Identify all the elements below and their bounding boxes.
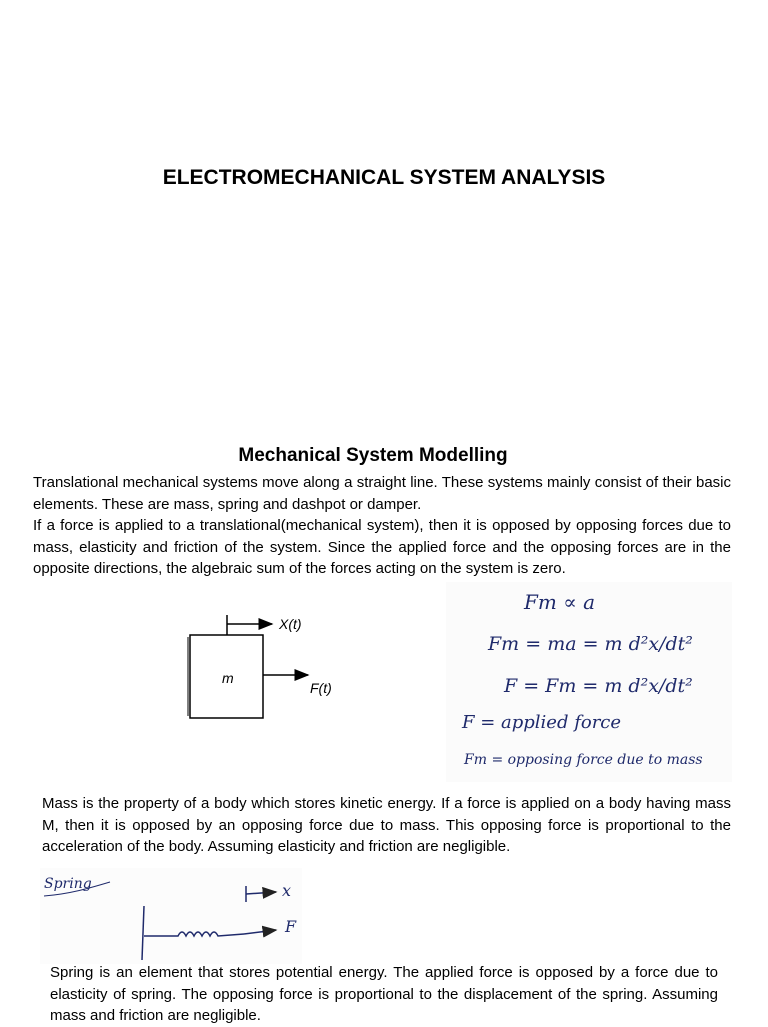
spring-force-label: F [285,917,297,936]
intro-text-1: Translational mechanical systems move along a straight line. These systems mainly consist of their basic elements. These are mass, spring and dashpot or damper. [33,474,731,513]
notes-line-2: Fm = ma = m d²x/dt² [488,633,693,655]
notes-line-4: F = applied force [462,712,622,733]
notes-line-3: F = Fm = m d²x/dt² [504,675,693,697]
force-arrow-spring [244,930,276,934]
notes-line-5: Fm = opposing force due to mass [464,752,703,768]
notes-line-1: Fm ∝ a [524,590,596,614]
displacement-label: X(t) [279,616,302,632]
section-title: Mechanical System Modelling [238,445,508,466]
wall-line [142,906,144,960]
spring-displacement-label: x [282,881,292,900]
intro-text-2: If a force is applied to a translational(mechanical system), then it is opposed by opposing forces due to mass, elasticity and friction of the system. Since the applied force and the opposing forces are in the opposite directions, the algebraic sum of the forces acting on the system is zero. [33,517,731,577]
spring-paragraph: Spring is an element that stores potential energy. The applied force is opposed by a force due to elasticity of spring. The opposing force is proportional to the displacement of the spring. Assuming mass and friction are negligible. [50,964,718,1024]
spring-coil [144,932,244,936]
displacement-arrow-spring [246,892,276,894]
intro-paragraph [33,472,731,580]
spring-caption: Spring [44,876,92,892]
page-title: ELECTROMECHANICAL SYSTEM ANALYSIS [162,166,606,189]
mass-paragraph: Mass is the property of a body which stores kinetic energy. If a force is applied on a body having mass M, then it is opposed by an opposing force due to mass. This opposing force is proportional to the acceleration of the body. Assuming elasticity and friction are negligible. [42,795,731,855]
force-label: F(t) [310,680,332,696]
mass-label: m [222,670,234,686]
spring-sketch [40,868,302,964]
handwritten-notes [446,582,732,782]
mass-diagram [180,605,360,730]
